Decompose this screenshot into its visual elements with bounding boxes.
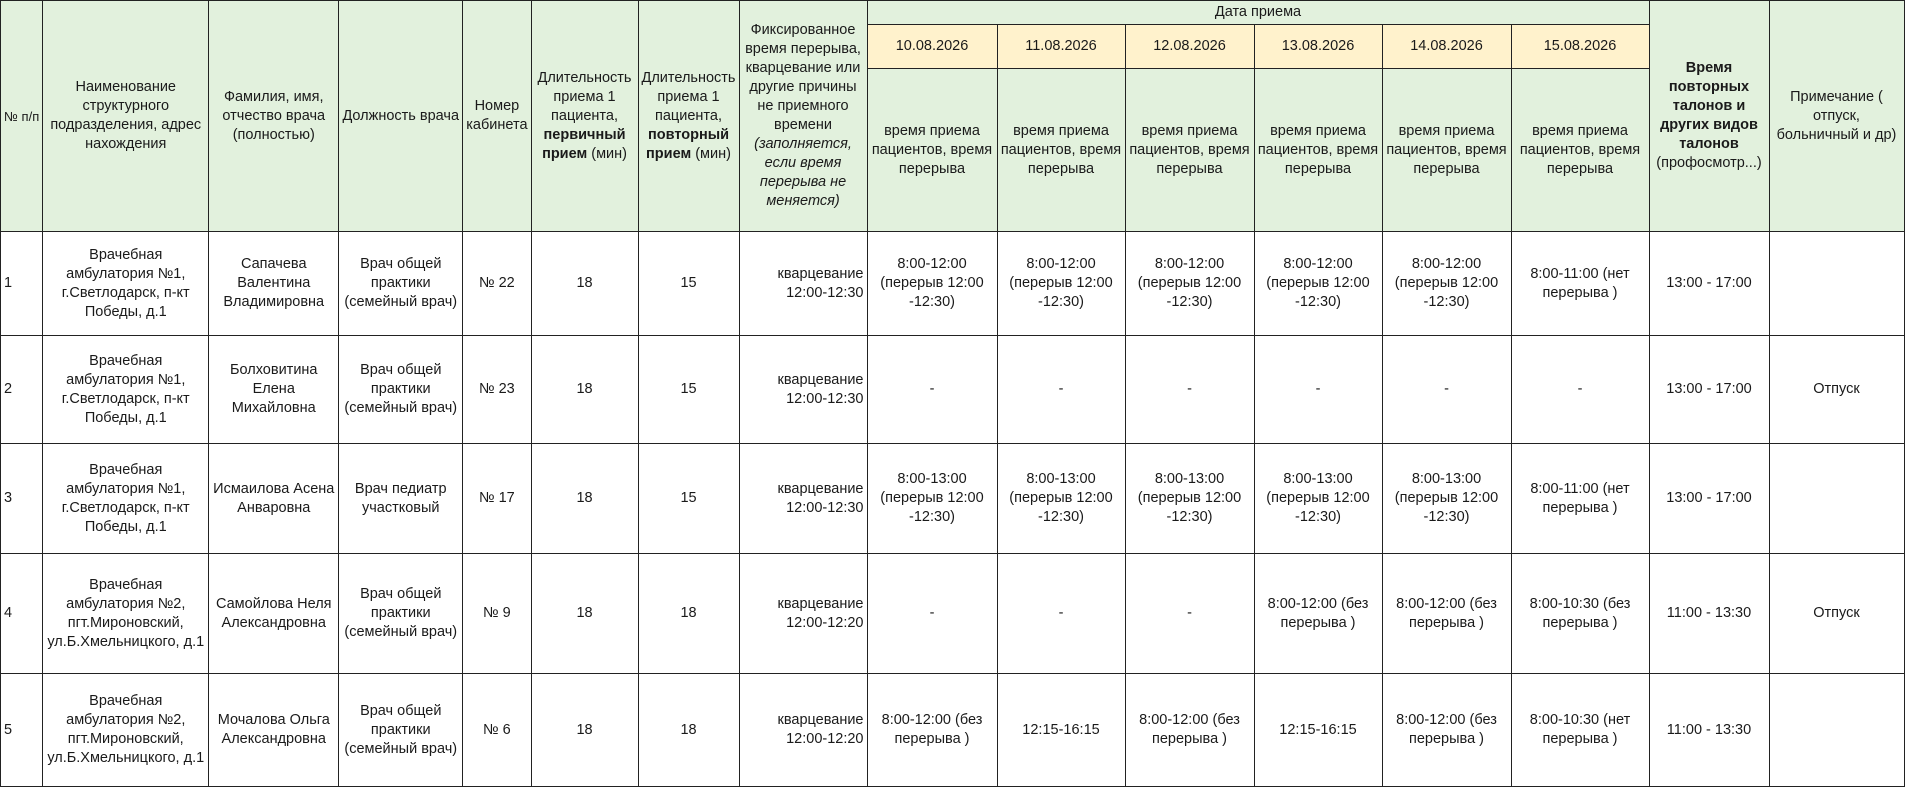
header-department: Наименование структурного подразделения, адрес нахождения	[43, 1, 209, 232]
table-row	[1, 444, 1905, 554]
row-day-schedule: -	[997, 336, 1125, 444]
row-day-schedule: 12:15-16:15	[1254, 674, 1382, 787]
header-date-subtitle: время приема пациентов, время перерыва	[1511, 69, 1649, 232]
row-num: 4	[1, 554, 43, 674]
table-row	[1, 554, 1905, 674]
row-department: Врачебная амбулатория №2, пгт.Мироновский, ул.Б.Хмельницкого, д.1	[43, 554, 209, 674]
row-room: № 23	[463, 336, 531, 444]
row-duration-repeat: 15	[638, 444, 739, 554]
row-department: Врачебная амбулатория №2, пгт.Мироновский, ул.Б.Хмельницкого, д.1	[43, 674, 209, 787]
row-note: Отпуск	[1769, 554, 1904, 674]
row-duration-primary: 18	[531, 444, 638, 554]
row-room: № 17	[463, 444, 531, 554]
row-day-schedule: 8:00-13:00 (перерыв 12:00 -12:30)	[867, 444, 997, 554]
row-day-schedule: 8:00-13:00 (перерыв 12:00 -12:30)	[1125, 444, 1254, 554]
row-num: 2	[1, 336, 43, 444]
row-doctor-name: Сапачева Валентина Владимировна	[209, 232, 339, 336]
header-date: 15.08.2026	[1511, 25, 1649, 69]
header-duration-primary-bold: первичный прием	[542, 126, 626, 162]
row-fixed-break: кварцевание 12:00-12:20	[739, 554, 867, 674]
row-day-schedule: 8:00-13:00 (перерыв 12:00 -12:30)	[997, 444, 1125, 554]
row-doctor-name: Самойлова Неля Александровна	[209, 554, 339, 674]
row-day-schedule: -	[867, 554, 997, 674]
header-date-subtitle: время приема пациентов, время перерыва	[1254, 69, 1382, 232]
header-date-subtitle: время приема пациентов, время перерыва	[997, 69, 1125, 232]
row-department: Врачебная амбулатория №1, г.Светлодарск, п-кт Победы, д.1	[43, 336, 209, 444]
row-duration-repeat: 18	[638, 554, 739, 674]
row-day-schedule: -	[1125, 554, 1254, 674]
row-day-schedule: -	[1254, 336, 1382, 444]
row-note	[1769, 444, 1904, 554]
header-date-subtitle: время приема пациентов, время перерыва	[1382, 69, 1511, 232]
header-date: 12.08.2026	[1125, 25, 1254, 69]
row-duration-repeat: 15	[638, 336, 739, 444]
header-repeat-tickets	[1649, 1, 1769, 232]
row-repeat-tickets: 11:00 - 13:30	[1649, 554, 1769, 674]
row-repeat-tickets: 13:00 - 17:00	[1649, 232, 1769, 336]
row-day-schedule: 8:00-13:00 (перерыв 12:00 -12:30)	[1254, 444, 1382, 554]
row-position: Врач общей практики (семейный врач)	[339, 554, 463, 674]
header-num: № п/п	[1, 1, 43, 232]
row-doctor-name: Болховитина Елена Михайловна	[209, 336, 339, 444]
row-day-schedule: 8:00-12:00 (перерыв 12:00 -12:30)	[1254, 232, 1382, 336]
row-position: Врач общей практики (семейный врач)	[339, 232, 463, 336]
row-room: № 9	[463, 554, 531, 674]
row-note	[1769, 232, 1904, 336]
header-date-group: Дата приема	[867, 1, 1649, 25]
row-fixed-break: кварцевание 12:00-12:30	[739, 232, 867, 336]
row-fixed-break: кварцевание 12:00-12:20	[739, 674, 867, 787]
row-day-schedule: 12:15-16:15	[997, 674, 1125, 787]
row-duration-primary: 18	[531, 674, 638, 787]
header-duration-primary-text: Длительность приема 1 пациента,	[537, 69, 632, 124]
row-duration-primary: 18	[531, 232, 638, 336]
header-doctor-name: Фамилия, имя, отчество врача (полностью)	[209, 1, 339, 232]
header-date: 10.08.2026	[867, 25, 997, 69]
row-day-schedule: -	[867, 336, 997, 444]
row-day-schedule: 8:00-10:30 (без перерыва )	[1511, 554, 1649, 674]
row-repeat-tickets: 13:00 - 17:00	[1649, 336, 1769, 444]
row-day-schedule: 8:00-12:00 (перерыв 12:00 -12:30)	[867, 232, 997, 336]
row-doctor-name: Исмаилова Асена Анваровна	[209, 444, 339, 554]
row-repeat-tickets: 13:00 - 17:00	[1649, 444, 1769, 554]
row-day-schedule: 8:00-12:00 (перерыв 12:00 -12:30)	[1382, 232, 1511, 336]
header-fixed-break-text: Фиксированное время перерыва, кварцевание или другие причины не приемного времени	[745, 22, 861, 133]
header-note: Примечание ( отпуск, больничный и др)	[1769, 1, 1904, 232]
row-num: 5	[1, 674, 43, 787]
table-row	[1, 232, 1905, 336]
row-day-schedule: 8:00-12:00 (без перерыва )	[1382, 674, 1511, 787]
row-day-schedule: 8:00-12:00 (без перерыва )	[867, 674, 997, 787]
row-day-schedule: 8:00-12:00 (перерыв 12:00 -12:30)	[997, 232, 1125, 336]
row-duration-primary: 18	[531, 336, 638, 444]
header-date: 14.08.2026	[1382, 25, 1511, 69]
header-date: 11.08.2026	[997, 25, 1125, 69]
row-day-schedule: 8:00-12:00 (перерыв 12:00 -12:30)	[1125, 232, 1254, 336]
row-day-schedule: 8:00-10:30 (нет перерыва )	[1511, 674, 1649, 787]
row-duration-primary: 18	[531, 554, 638, 674]
row-position: Врач общей практики (семейный врач)	[339, 336, 463, 444]
header-duration-primary-unit: (мин)	[591, 145, 627, 162]
header-date: 13.08.2026	[1254, 25, 1382, 69]
header-duration-repeat-bold: повторный прием	[646, 126, 730, 162]
row-day-schedule: -	[1125, 336, 1254, 444]
row-day-schedule: 8:00-13:00 (перерыв 12:00 -12:30)	[1382, 444, 1511, 554]
header-duration-repeat-unit: (мин)	[695, 145, 731, 162]
row-duration-repeat: 18	[638, 674, 739, 787]
row-day-schedule: 8:00-12:00 (без перерыва )	[1382, 554, 1511, 674]
row-day-schedule: 8:00-11:00 (нет перерыва )	[1511, 444, 1649, 554]
header-duration-primary	[531, 1, 638, 232]
row-day-schedule: 8:00-11:00 (нет перерыва )	[1511, 232, 1649, 336]
header-repeat-tickets-bold: Время повторных талонов и других видов талонов	[1660, 60, 1758, 152]
row-department: Врачебная амбулатория №1, г.Светлодарск, п-кт Победы, д.1	[43, 444, 209, 554]
row-day-schedule: 8:00-12:00 (без перерыва )	[1254, 554, 1382, 674]
row-day-schedule: -	[997, 554, 1125, 674]
row-num: 1	[1, 232, 43, 336]
header-duration-repeat	[638, 1, 739, 232]
row-fixed-break: кварцевание 12:00-12:30	[739, 444, 867, 554]
row-department: Врачебная амбулатория №1, г.Светлодарск, п-кт Победы, д.1	[43, 232, 209, 336]
header-room: Номер кабинета	[463, 1, 531, 232]
row-day-schedule: -	[1382, 336, 1511, 444]
row-day-schedule: 8:00-12:00 (без перерыва )	[1125, 674, 1254, 787]
row-repeat-tickets: 11:00 - 13:30	[1649, 674, 1769, 787]
header-fixed-break-note: (заполняется, если время перерыва не меняется)	[754, 136, 852, 209]
row-fixed-break: кварцевание 12:00-12:30	[739, 336, 867, 444]
header-date-subtitle: время приема пациентов, время перерыва	[1125, 69, 1254, 232]
table-row	[1, 674, 1905, 787]
row-room: № 6	[463, 674, 531, 787]
row-duration-repeat: 15	[638, 232, 739, 336]
row-doctor-name: Мочалова Ольга Александровна	[209, 674, 339, 787]
row-position: Врач педиатр участковый	[339, 444, 463, 554]
header-duration-repeat-text: Длительность приема 1 пациента,	[641, 69, 736, 124]
header-repeat-tickets-sub: (профосмотр...)	[1656, 155, 1762, 171]
header-position: Должность врача	[339, 1, 463, 232]
row-room: № 22	[463, 232, 531, 336]
row-note	[1769, 674, 1904, 787]
row-num: 3	[1, 444, 43, 554]
header-fixed-break	[739, 1, 867, 232]
table-row	[1, 336, 1905, 444]
row-day-schedule: -	[1511, 336, 1649, 444]
header-date-subtitle: время приема пациентов, время перерыва	[867, 69, 997, 232]
row-position: Врач общей практики (семейный врач)	[339, 674, 463, 787]
row-note: Отпуск	[1769, 336, 1904, 444]
